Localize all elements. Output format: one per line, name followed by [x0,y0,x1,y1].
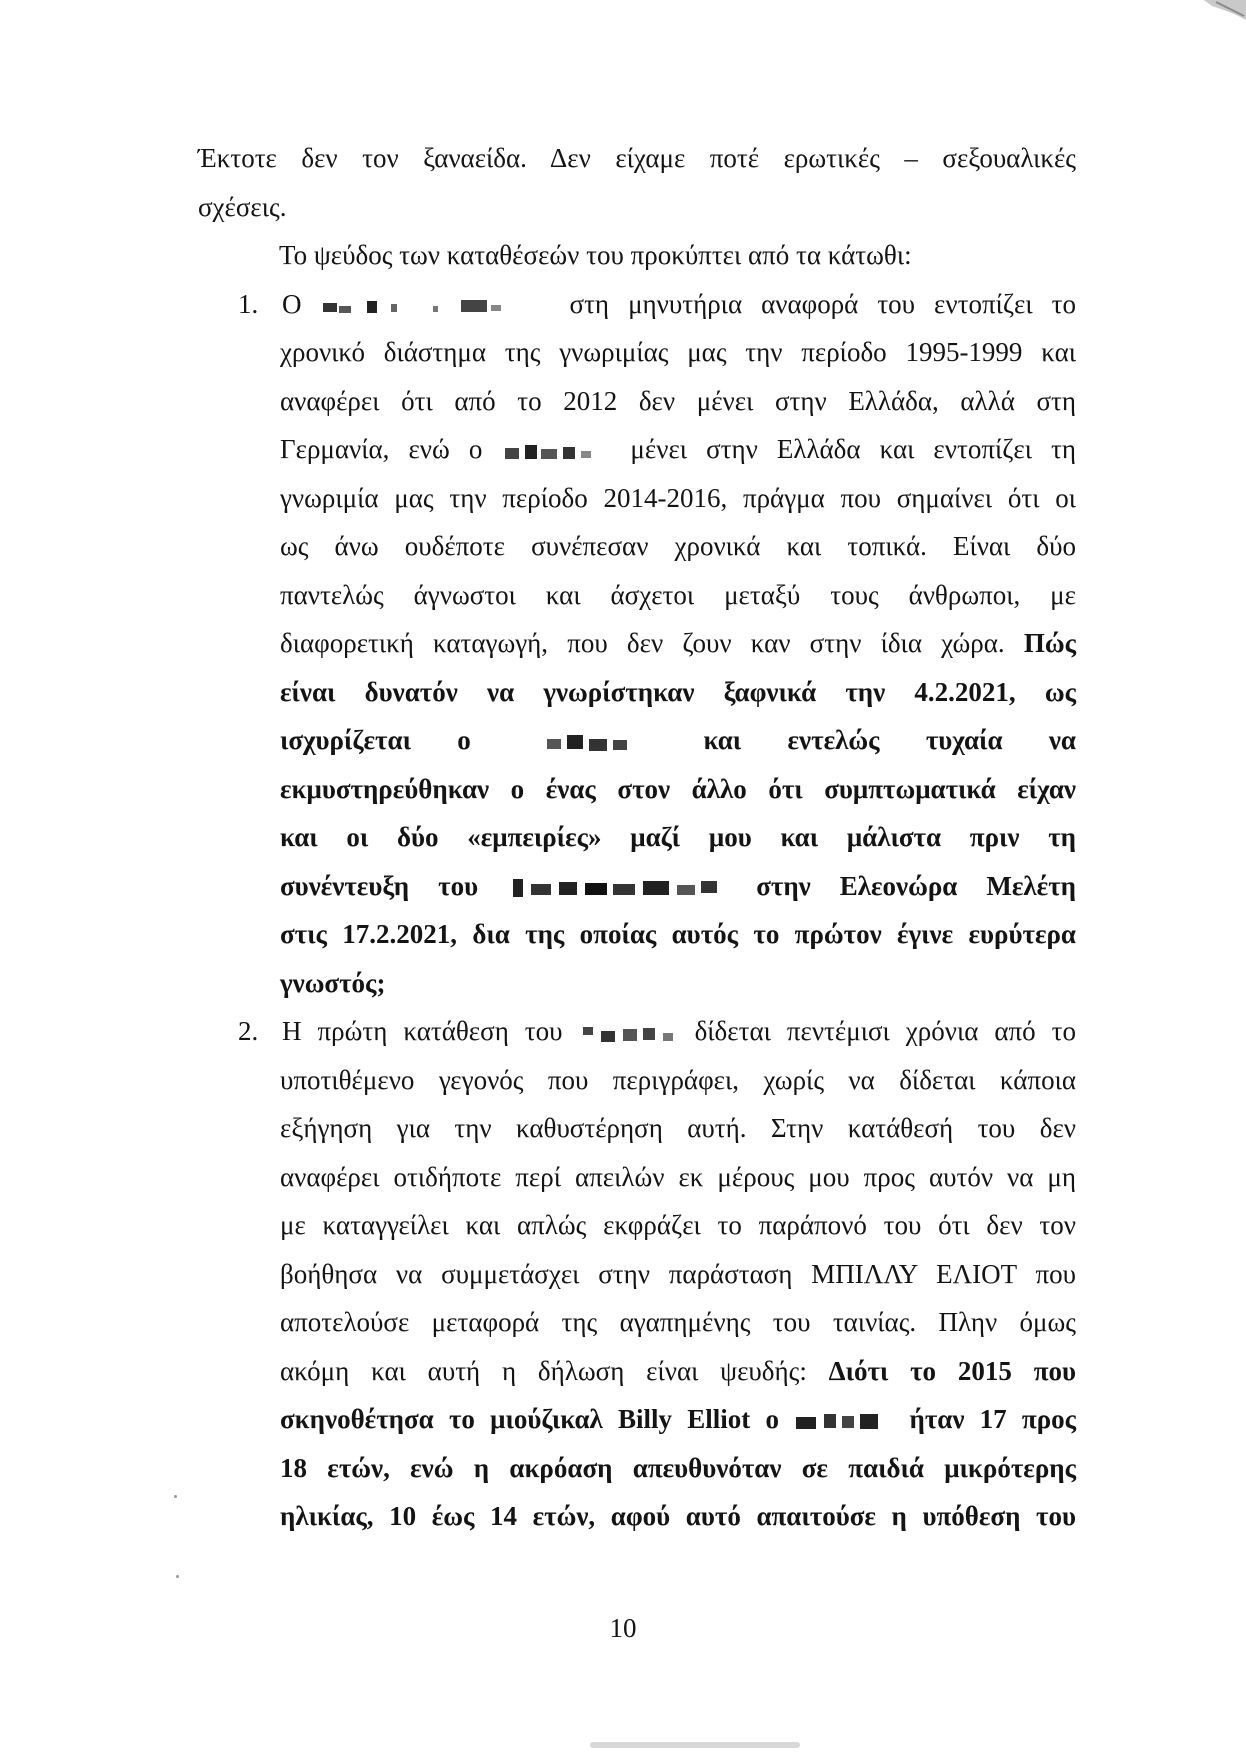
text-line: είναι δυνατόν να γνωρίστηκαν ξαφνικά την 4.2.2021, ως [280,676,1076,707]
text-line: ηλικίας, 10 έως 14 ετών, αφού αυτό απαιτούσε η υπόθεση του [280,1501,1076,1531]
redacted-name [579,1022,679,1046]
list-marker: 2. [238,1016,259,1046]
text-line: χρονικό διάστημα της γνωριμίας μας την περίοδο 1995-1999 και [280,337,1076,367]
text-line: διαφορετική καταγωγή, που δεν ζουν καν στην ίδια χώρα. Πώς [280,628,1077,658]
text-line: Γερμανία, ενώ ο μένει στην Ελλάδα και εντοπίζει τη [280,434,1077,464]
text-line: γνωριμία μας την περίοδο 2014-2016, πράγμα που σημαίνει ότι οι [280,482,1076,513]
text-line: ως άνω ουδέποτε συνέπεσαν χρονικά και τοπικά. Είναι δύο [280,531,1076,561]
scan-bottom-mark [590,1742,800,1748]
redacted-name [501,440,611,464]
text-line: υποτιθέμενο γεγονός που περιγράφει, χωρίς να δίδεται κάποια [280,1064,1076,1095]
document-body [198,134,1076,1541]
text-line: και οι δύο «εμπειρίες» μαζί μου και μάλιστα πριν τη [280,822,1076,852]
page-number: 10 [609,1613,637,1643]
text-line: εκμυστηρεύθηκαν ο ένας στον άλλο ότι συμπτωματικά είχαν [280,773,1076,804]
text-line: συνέντευξη του στην Ελεονώρα Μελέτη [280,870,1076,901]
redacted-name [507,875,727,901]
text-line: παντελώς άγνωστοι και άσχετοι μεταξύ τους άνθρωποι, με [280,579,1076,610]
text-line: 18 ετών, ενώ η ακρόαση απευθυνόταν σε παιδιά μικρότερης [280,1452,1076,1483]
text-line: βοήθησα να συμμετάσχει στην παράσταση ΜΠΙΛΛΥ ΕΛΙΟΤ που [280,1258,1076,1289]
text-line: αναφέρει οτιδήποτε περί απειλών εκ μέρους μου προς αυτόν να μη [280,1161,1076,1192]
text-line: αναφέρει ότι από το 2012 δεν μένει στην Ελλάδα, αλλά στη [280,385,1076,416]
text-line: ισχυρίζεται ο και εντελώς τυχαία να [280,725,1076,755]
redacted-name [517,731,657,755]
scan-speck [176,1575,179,1578]
text-line: σχέσεις. [198,191,287,222]
redacted-name [794,1409,894,1435]
text-line: 2. Η πρώτη κατάθεση του δίδεται πεντέμισι χρόνια από το [198,1007,1076,1056]
text-line: σκηνοθέτησα το μιούζικαλ Billy Elliot ο ήταν 17 προς [280,1404,1077,1434]
list-item-2 [198,1007,1076,1541]
page-edge-mark [1186,0,1246,28]
list-item-1 [198,280,1076,1008]
text-line: στις 17.2.2021, δια της οποίας αυτός το πρώτον έγινε ευρύτερα [280,919,1076,949]
text-line: αποτελούσε μεταφορά της αγαπημένης του ταινίας. Πλην όμως [280,1307,1076,1337]
intro-paragraph [198,134,1076,280]
text-line: εξήγηση για την καθυστέρηση αυτή. Στην κατάθεσή του δεν [280,1113,1076,1143]
text-line: ακόμη και αυτή η δήλωση είναι ψευδής: Διότι το 2015 που [280,1355,1076,1386]
text-line: Έκτοτε δεν τον ξαναείδα. Δεν είχαμε ποτέ ερωτικές – σεξουαλικές [198,143,1076,173]
text-line: 1. Ο στη μηνυτήρια αναφορά του εντοπίζει το [198,280,1076,329]
redacted-name [321,294,551,318]
text-line: με καταγγείλει και απλώς εκφράζει το παράπονό του ότι δεν τον [280,1210,1076,1240]
text-line: Το ψεύδος των καταθέσεών του προκύπτει από τα κάτωθι: [279,240,912,270]
list-marker: 1. [238,288,259,319]
text-line: γνωστός; [280,967,386,998]
scan-speck [174,1495,177,1498]
